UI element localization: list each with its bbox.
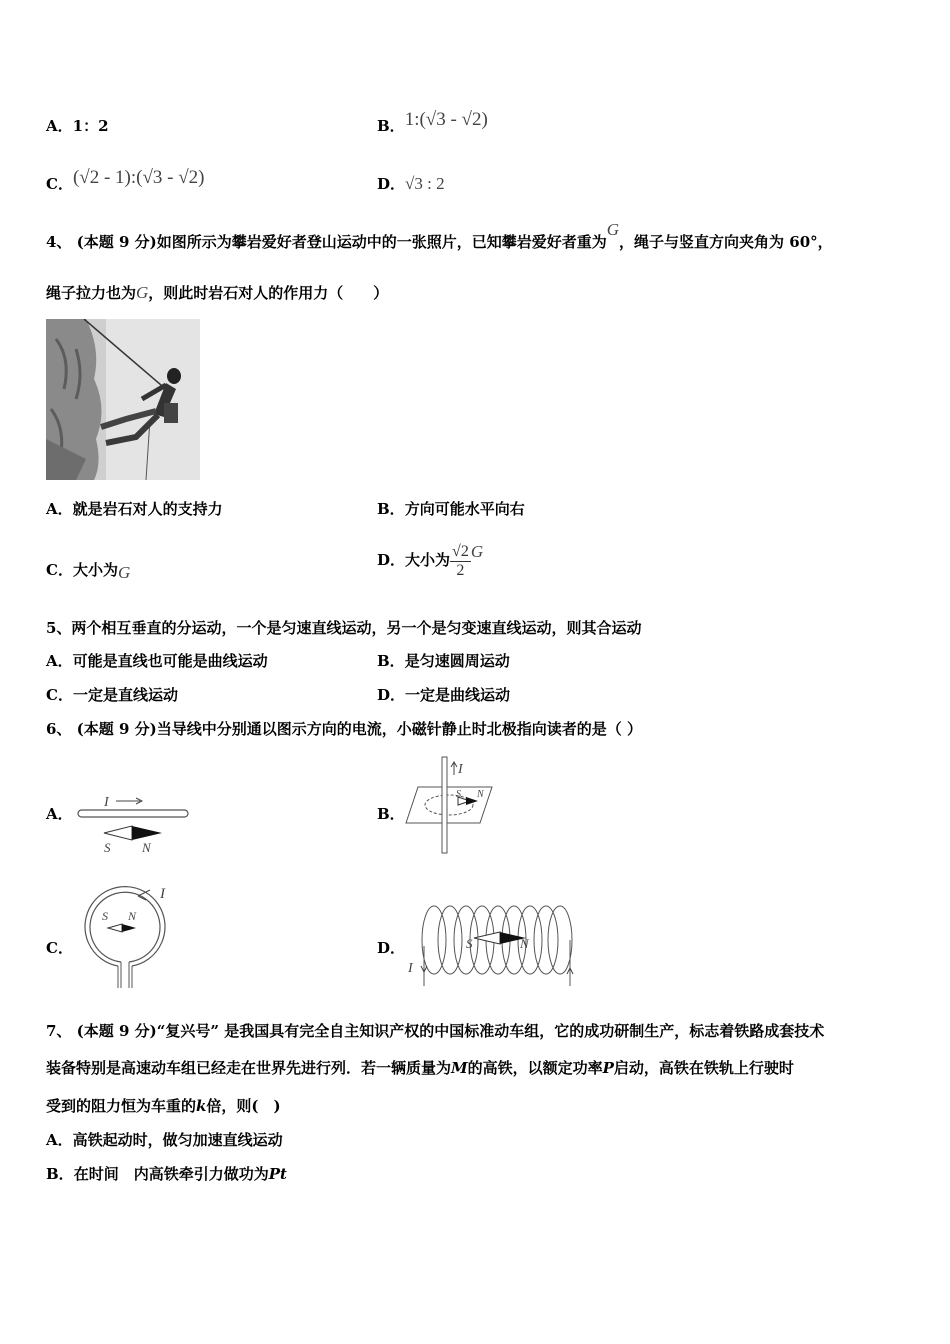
option-text: 一定是曲线运动 <box>405 686 511 704</box>
pole-n-label: N <box>520 936 529 951</box>
pole-s-label: S <box>102 909 108 923</box>
q6-option-a-label[interactable]: A． <box>46 805 73 823</box>
option-label: A． <box>46 500 73 518</box>
option-text: 在时间 内高铁牵引力做功为 <box>73 1165 269 1183</box>
pole-n-label: N <box>142 840 151 855</box>
q3-option-b[interactable] <box>377 109 488 136</box>
option-text: 一定是直线运动 <box>72 686 178 704</box>
option-text: 大小为 <box>72 561 118 579</box>
option-text: 1：2 <box>72 117 109 135</box>
q4-option-d[interactable] <box>377 535 483 585</box>
fraction <box>450 543 471 580</box>
pole-n-label: N <box>128 909 137 923</box>
q5-option-b[interactable] <box>377 651 510 671</box>
q7-stem-line3 <box>46 1096 281 1116</box>
symbol-G: G <box>136 283 149 302</box>
option-label: D． <box>377 686 406 704</box>
fraction-numerator: √2 <box>452 542 469 560</box>
q4-option-b[interactable] <box>377 499 525 519</box>
stem-text: ，则此时岩石对人的作用力（ ） <box>148 284 389 302</box>
stem-text: 启动，高铁在铁轨上行驶时 <box>613 1059 794 1077</box>
option-label: B． <box>377 652 405 670</box>
pole-s-label: S <box>466 936 473 951</box>
current-label: I <box>104 795 109 810</box>
option-text: 就是岩石对人的支持力 <box>72 500 223 518</box>
stem-text: ，绳子与竖直方向夹角为 60°， <box>619 233 833 251</box>
q4-stem-line2 <box>46 283 388 303</box>
stem-text: 的高铁，以额定功率 <box>467 1059 603 1077</box>
q5-stem: 5、两个相互垂直的分运动，一个是匀速直线运动，另一个是匀变速直线运动，则其合运动 <box>46 619 642 637</box>
option-label: B． <box>377 117 405 135</box>
symbol-G: G <box>606 220 620 239</box>
option-text: 可能是直线也可能是曲线运动 <box>72 652 268 670</box>
option-label: A． <box>46 652 73 670</box>
option-label: B． <box>46 1165 74 1183</box>
option-label: B． <box>377 500 405 518</box>
climber-photo <box>46 319 200 480</box>
q5-option-a[interactable] <box>46 651 268 671</box>
q7-option-b[interactable] <box>46 1164 287 1184</box>
symbol-P: P <box>602 1059 614 1077</box>
q5-option-d[interactable] <box>377 685 510 705</box>
stem-text: 装备特别是高速动车组已经走在世界先进行列．若一辆质量为 <box>46 1059 452 1077</box>
q4-stem-line1 <box>46 220 833 252</box>
symbol-Pt: Pt <box>268 1165 287 1183</box>
q7-stem-line2 <box>46 1058 794 1078</box>
q3-option-c[interactable] <box>46 167 205 194</box>
option-text: 高铁起动时，做匀加速直线运动 <box>72 1131 283 1149</box>
stem-text: 绳子拉力也为 <box>46 284 137 302</box>
q3-option-d[interactable] <box>377 174 445 194</box>
option-label: D． <box>377 551 406 569</box>
symbol-G: G <box>117 563 131 582</box>
q6-option-c-label[interactable]: C． <box>46 939 73 957</box>
current-label: I <box>408 961 413 976</box>
q4-option-c[interactable] <box>46 560 130 580</box>
stem-text: 受到的阻力恒为车重的 <box>46 1097 197 1115</box>
stem-text: 4、 (本题 9 分)如图所示为攀岩爱好者登山运动中的一张照片，已知攀岩爱好者重为 <box>46 233 607 251</box>
option-formula: (√2 - 1):(√3 - √2) <box>72 167 205 188</box>
option-text: 方向可能水平向右 <box>404 500 525 518</box>
stem-text: 倍，则( ) <box>206 1097 281 1115</box>
q6-stem: 6、 (本题 9 分)当导线中分别通以图示方向的电流，小磁针静止时北极指向读者的是（ ） <box>46 720 642 738</box>
q7-option-a[interactable] <box>46 1130 283 1150</box>
q6-figure-d <box>404 896 580 992</box>
current-label: I <box>160 886 165 902</box>
q7-stem-line1: 7、 (本题 9 分)“复兴号” 是我国具有完全自主知识产权的中国标准动车组，它的成功研制生产，标志着铁路成套技术 <box>46 1022 825 1040</box>
current-label: I <box>458 762 463 777</box>
fraction-denominator: 2 <box>456 561 465 579</box>
symbol-M: M <box>451 1059 468 1077</box>
option-text: 是匀速圆周运动 <box>404 652 510 670</box>
option-text: 大小为 <box>405 551 451 569</box>
option-formula: 1:(√3 - √2) <box>404 109 488 130</box>
q3-option-a[interactable] <box>46 116 109 136</box>
option-label: D． <box>377 175 406 193</box>
symbol-k: k <box>196 1097 207 1115</box>
q4-option-a[interactable] <box>46 499 223 519</box>
option-formula: √3 : 2 <box>405 174 445 193</box>
q6-figure-b <box>404 753 494 857</box>
pole-s-label: S <box>104 840 111 855</box>
q6-figure-a <box>74 792 194 856</box>
q5-option-c[interactable] <box>46 685 178 705</box>
option-label: C． <box>46 561 73 579</box>
option-label: C． <box>46 175 73 193</box>
q6-figure-c <box>74 882 184 992</box>
q6-option-d-label[interactable]: D． <box>377 939 406 957</box>
pole-s-label: S <box>456 789 461 800</box>
pole-n-label: N <box>477 789 484 800</box>
option-label: C． <box>46 686 73 704</box>
option-label: A． <box>46 1131 73 1149</box>
symbol-G: G <box>470 542 484 561</box>
q6-option-b-label[interactable]: B． <box>377 805 405 823</box>
option-label: A． <box>46 117 73 135</box>
